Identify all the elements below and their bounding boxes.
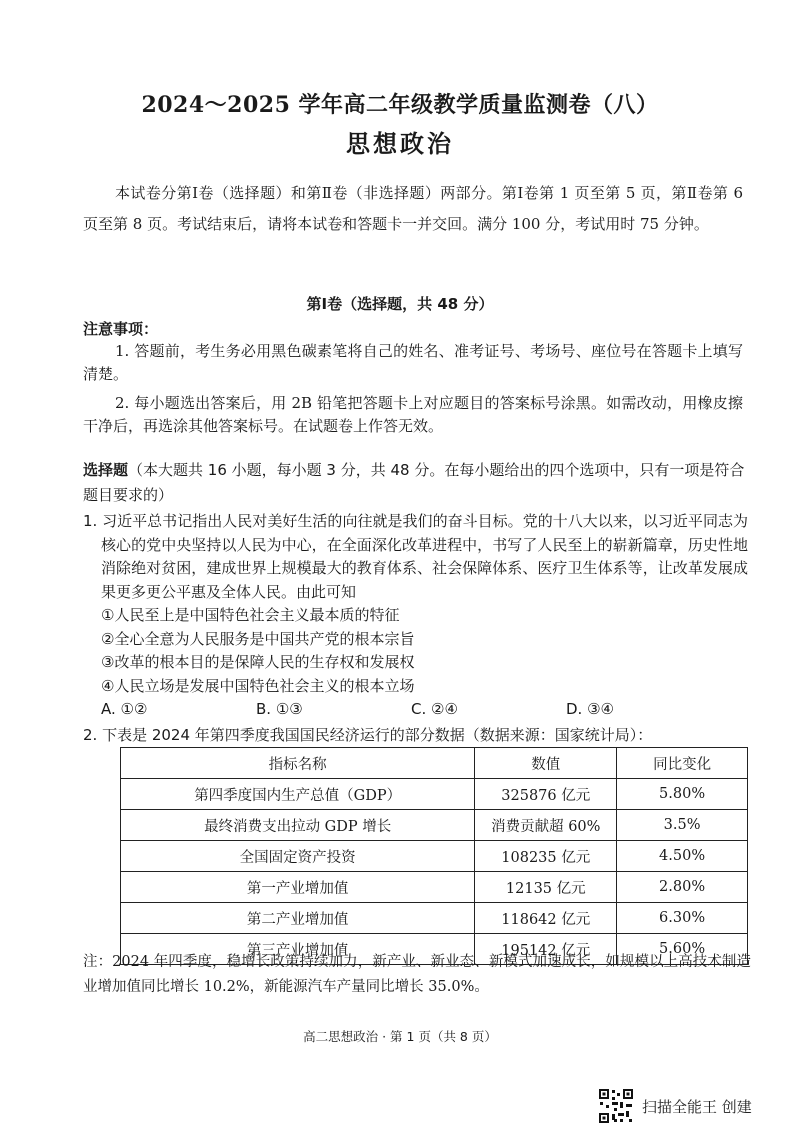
notice-heading: 注意事项： <box>83 320 159 338</box>
statement-option: ②全心全意为人民服务是中国共产党的根本宗旨 <box>101 629 415 648</box>
table-note: 注：2024 年四季度，稳增长政策持续加力，新产业、新业态、新模式加速成长，如规模以上高技术制造业增加值同比增长 10.2%，新能源汽车产量同比增长 35.0%。 <box>83 954 751 995</box>
table-row <box>121 903 748 934</box>
choice-c: C. ②④ <box>411 700 458 718</box>
table-cell: 最终消费支出拉动 GDP 增长 <box>121 810 475 841</box>
scanner-watermark-text: 扫描全能王 创建 <box>642 1097 752 1116</box>
economy-data-table <box>120 747 748 965</box>
mc-label: 选择题 <box>83 461 129 479</box>
table-cell: 325876 亿元 <box>475 779 617 810</box>
table-cell: 195142 亿元 <box>475 934 617 965</box>
notice-item: 1. 答题前，考生务必用黑色碳素笔将自己的姓名、准考证号、考场号、座位号在答题卡上填写清楚。 <box>83 342 743 383</box>
table-cell: 3.5% <box>617 810 748 841</box>
subject-title: 思想政治 <box>346 129 454 158</box>
answer-choices <box>83 698 748 722</box>
table-cell: 108235 亿元 <box>475 841 617 872</box>
notice-list <box>83 340 743 438</box>
statement-option: ③改革的根本目的是保障人民的生存权和发展权 <box>101 653 415 671</box>
table-row <box>121 779 748 810</box>
intro-paragraph <box>83 178 743 240</box>
table-row <box>121 872 748 903</box>
table-cell: 第四季度国内生产总值（GDP） <box>121 779 475 810</box>
table-cell: 12135 亿元 <box>475 872 617 903</box>
question-2-stem: 2. 下表是 2024 年第四季度我国国民经济运行的部分数据（数据来源：国家统计局）： <box>83 726 653 744</box>
statement-option: ①人民至上是中国特色社会主义最本质的特征 <box>101 606 400 624</box>
exam-title: 2024～2025 学年高二年级教学质量监测卷（八） <box>141 92 659 118</box>
qr-code-icon <box>598 1088 634 1124</box>
table-cell: 第三产业增加值 <box>121 934 475 965</box>
choice-d: D. ③④ <box>566 700 614 718</box>
table-cell: 5.60% <box>617 934 748 965</box>
intro-text: 本试卷分第Ⅰ卷（选择题）和第Ⅱ卷（非选择题）两部分。第Ⅰ卷第 1 页至第 5 页，第Ⅱ卷第 6 页至第 8 页。考试结束后，请将本试卷和答题卡一并交回。满分 100 分，考试用时 75 分钟。 <box>83 184 743 233</box>
statement-option: ④人民立场是发展中国特色社会主义的根本立场 <box>101 676 415 695</box>
column-header: 数值 <box>475 748 617 779</box>
mc-instructions <box>83 458 748 508</box>
column-header: 同比变化 <box>617 748 748 779</box>
mc-description: （本大题共 16 小题，每小题 3 分，共 48 分。在每小题给出的四个选项中，只有一项是符合题目要求的） <box>83 461 745 504</box>
table-cell: 第二产业增加值 <box>121 903 475 934</box>
table-cell: 2.80% <box>617 872 748 903</box>
table-header-row <box>121 748 748 779</box>
table-cell: 118642 亿元 <box>475 903 617 934</box>
scanner-watermark <box>598 1088 752 1124</box>
table-cell: 6.30% <box>617 903 748 934</box>
question-1-stem: 1. 习近平总书记指出人民对美好生活的向往就是我们的奋斗目标。党的十八大以来，以习近平同志为核心的党中央坚持以人民为中心，在全面深化改革进程中，书写了人民至上的崭新篇章，历史性地消除绝对贫困，建成世界上规模最大的教育体系、社会保障体系、医疗卫生体系等，让改革发展成果更多更公平惠及全体人民。由此可知 <box>83 512 748 601</box>
table-cell: 4.50% <box>617 841 748 872</box>
table-cell: 5.80% <box>617 779 748 810</box>
table-cell: 全国固定资产投资 <box>121 841 475 872</box>
column-header: 指标名称 <box>121 748 475 779</box>
table-row <box>121 841 748 872</box>
section-title: 第Ⅰ卷（选择题，共 48 分） <box>306 295 494 313</box>
choice-a: A. ①② <box>101 700 148 718</box>
table-row <box>121 810 748 841</box>
notice-item: 2. 每小题选出答案后，用 2B 铅笔把答题卡上对应题目的答案标号涂黑。如需改动，用橡皮擦干净后，再选涂其他答案标号。在试题卷上作答无效。 <box>83 394 743 435</box>
table-cell: 第一产业增加值 <box>121 872 475 903</box>
table-cell: 消费贡献超 60% <box>475 810 617 841</box>
page-footer: 高二思想政治 · 第 1 页（共 8 页） <box>303 1029 497 1044</box>
choice-b: B. ①③ <box>256 700 303 718</box>
question-1 <box>83 510 748 722</box>
